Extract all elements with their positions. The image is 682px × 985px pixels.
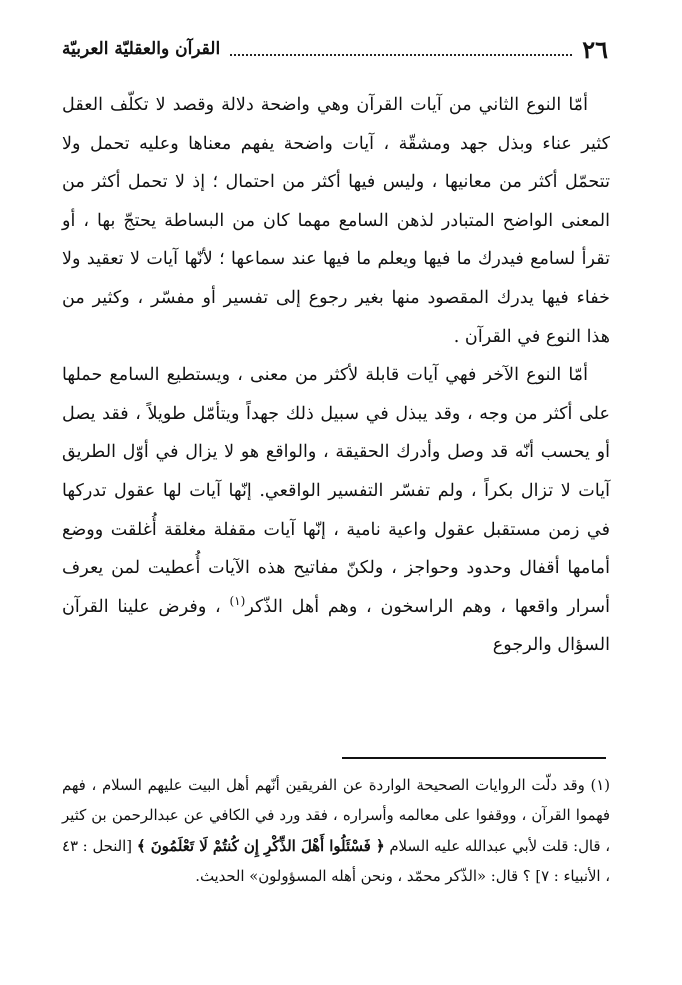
footnote-marker[interactable]: (١): [229, 593, 246, 608]
page-number: ٢٦: [582, 34, 608, 64]
footnote-quran-verse: ﴿ فَسْئَلُوا أَهْلَ الذِّكْرِ إِن كُنتُمْ لَا تَعْلَمُونَ ﴾: [136, 837, 385, 855]
footnote-separator: [342, 757, 606, 759]
paragraph-second-continuation: ، وفرض علينا القرآن السؤال والرجوع: [62, 596, 610, 656]
running-title: القرآن والعقليّة العربيّة: [62, 39, 221, 59]
footnote-text-start: (١) وقد دلّت الروايات الصحيحة الواردة عن الفريقين أنّهم أهل البيت عليهم السلام ، فهم فهموا القرآن ، ووقفوا على معالمه وأسراره ، فقد ورد في الكافي عن عبدالرحمن بن كثير ، قال: قلت لأبي عبدالله عليه السلام: [62, 777, 610, 855]
paragraph-second-type: [62, 356, 610, 665]
footnote: [62, 771, 610, 893]
paragraph-second-text: أمّا النوع الآخر فهي آيات قابلة لأكثر من معنى ، ويستطيع السامع حملها على أكثر من وجه ، وقد يبذل في سبيل ذلك جهداً ويتأمّل طويلاً ، فقد يصل أو يحسب أنّه قد وصل وأدرك الحقيقة ، والواقع هو لا يزال في أوّل الطريق آيات لا تزال بكراً ، ولم تفسّر التفسير الواقعي. إنّها آيات لها عقول تدركها في زمن مستقبل عقول واعية نامية ، إنّها آيات مقفلة مغلقة أُغلقت ووضع أمامها أقفال وحدود وحواجز ، ولكنّ مفاتيح هذه الآيات أُعطيت لمن يعرف أسرار واقعها ، وهم الراسخون ، وهم أهل الذّكر: [62, 365, 610, 617]
main-text: [62, 86, 610, 665]
header-dot-leader: [230, 42, 572, 56]
paragraph-first-type: أمّا النوع الثاني من آيات القرآن وهي واضحة دلالة وقصد لا تكلّف العقل كثير عناء وبذل جهد ومشقّة ، آيات واضحة يفهم معناها وعليه تحمل ولا تتحمّل أكثر من معانيها ، وليس فيها أكثر من احتمال ؛ إذ لا تحمل أكثر من المعنى الواضح المتبادر لذهن السامع مهما كان من البساطة يحتجّ بها ، أو تقرأ لسامع فيدرك ما فيها ويعلم ما فيها عند سماعها ؛ لأنّها آيات لا تعقيد ولا خفاء فيها يدرك المقصود منها بغير رجوع إلى تفسير أو مفسّر ، وكثير من هذا النوع في القرآن .: [62, 95, 610, 347]
footnote-paragraph: [62, 771, 610, 893]
footnote-text-end: [النحل : ٤٣ ، الأنبياء : ٧] ؟ قال: «الذّكر محمّد ، ونحن أهله المسؤولون» الحديث.: [62, 837, 610, 886]
page-header: [62, 32, 608, 66]
